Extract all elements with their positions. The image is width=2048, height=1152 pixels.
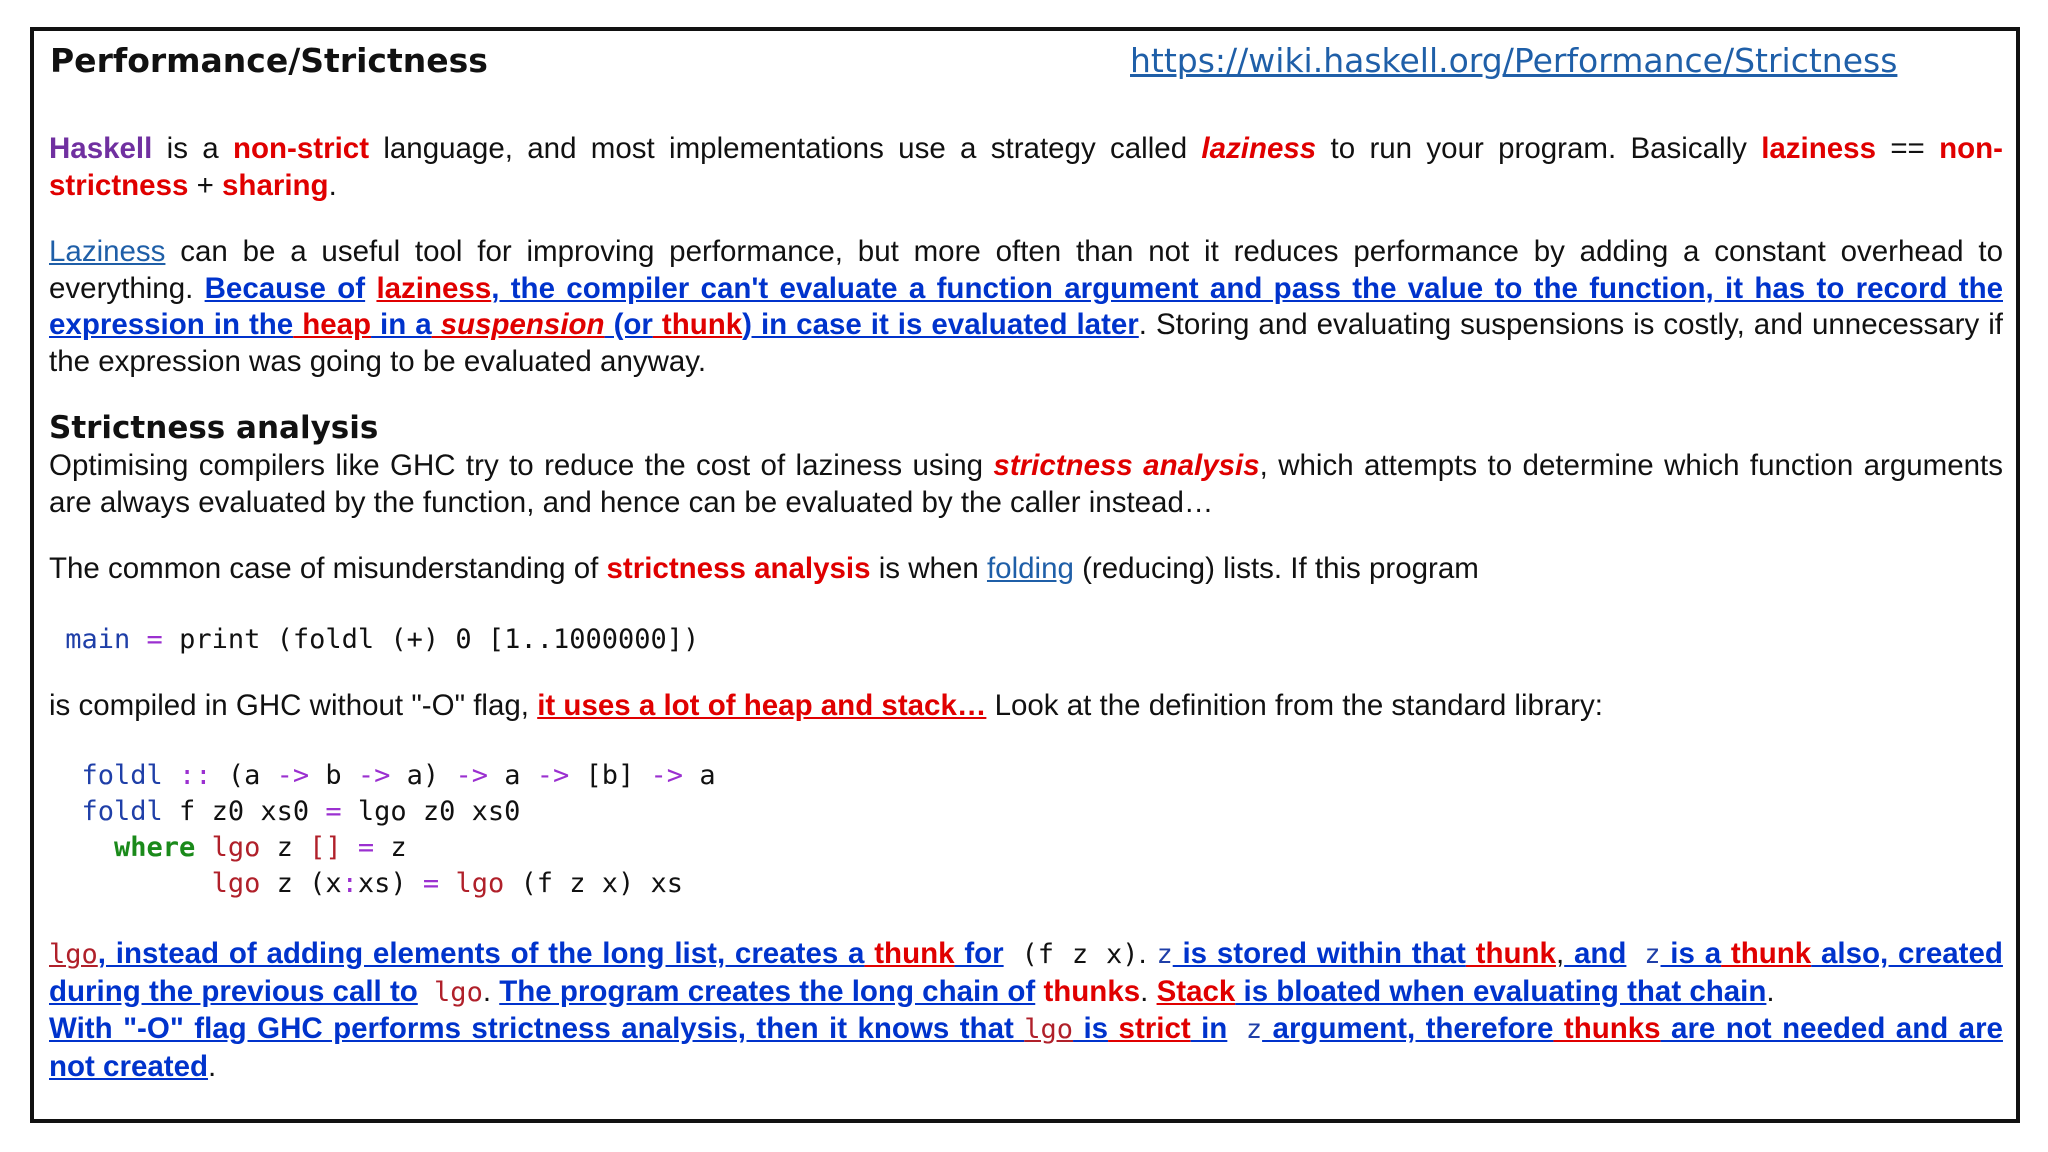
code-text: a (683, 760, 716, 791)
text: language, and most implementations use a strategy called (369, 132, 1202, 165)
text: can be a useful tool for improving performance, but more often than not it reduces performance by adding a constant overhead to everything. (49, 235, 2003, 305)
code-text: z (x (260, 868, 342, 899)
code-text: xs) (357, 868, 423, 899)
code-lgo: lgo (1024, 1014, 1074, 1045)
highlight-bloated: is bloated when evaluating that chain (1235, 974, 1767, 1008)
code-op: = (422, 868, 440, 899)
slide-frame (30, 27, 2020, 1123)
highlight-argument: argument, therefore (1262, 1012, 1554, 1045)
text: (reducing) lists. If this program (1073, 552, 1479, 585)
highlight-compiler: the compiler can't evaluate a function argument and pass the value to the function, it has to record the expression in the (49, 271, 2003, 341)
code-keyword: foldl (81, 760, 163, 791)
highlight-thunk: thunk (1465, 937, 1556, 970)
compiled-paragraph (49, 688, 2003, 725)
code-arrow: -> (455, 760, 488, 791)
slide-body (49, 131, 2003, 1085)
text: to run your program. Basically (1316, 132, 1762, 165)
page-title: Performance/Strictness (50, 41, 488, 80)
code-text: z (260, 832, 310, 863)
code-lgo: lgo (417, 976, 483, 1008)
punct: , (97, 937, 106, 970)
text: . (1766, 974, 1775, 1008)
code-text: b (309, 760, 358, 791)
highlight-in: in (1190, 1012, 1228, 1045)
laziness-paragraph (49, 234, 2003, 380)
strictness-paragraph (49, 448, 2003, 521)
text: Optimising compilers like GHC try to reduce the cost of laziness using (49, 449, 994, 482)
code-lgo: lgo (211, 868, 261, 899)
intro-paragraph (49, 131, 2003, 204)
highlight-is-a: is a (1660, 937, 1722, 970)
text: . (482, 974, 500, 1008)
highlight-thunk: thunk (1721, 937, 1812, 970)
text: . (1140, 974, 1157, 1008)
text: , (1555, 937, 1565, 970)
code-op: : (341, 868, 358, 899)
highlight-heap: heap (293, 308, 372, 341)
text: + (188, 168, 223, 202)
code-arrow: -> (276, 760, 310, 791)
code-arrow: -> (536, 760, 570, 791)
code-fzx: (f z x) (1003, 939, 1139, 970)
laziness-link[interactable]: Laziness (49, 235, 166, 268)
text: , which attempts to determine which function arguments are always evaluated by the function, and hence can be evaluated by the caller instead… (49, 449, 2003, 519)
code-text: a) (390, 760, 456, 791)
code-z: z (1626, 939, 1661, 970)
highlight-heap-stack: it uses a lot of heap and stack… (537, 688, 987, 722)
highlight-paren: ) (742, 308, 752, 341)
folding-link[interactable]: folding (986, 552, 1074, 585)
highlight-thunks: thunks (1553, 1012, 1661, 1045)
term-laziness-2: laziness (1761, 132, 1876, 165)
text: == (1876, 132, 1940, 165)
code-lgo: lgo (439, 868, 505, 899)
term-non-strict: non-strict (233, 132, 370, 165)
highlight-stored: is stored within that (1172, 937, 1466, 970)
code-text: f z0 xs0 (162, 796, 326, 827)
highlight-laziness: laziness (376, 271, 492, 305)
highlight-comma: , (491, 271, 500, 305)
highlight-suspension: suspension (431, 308, 605, 341)
code-keyword: foldl (81, 796, 163, 827)
highlight-program: The program creates the long chain of (499, 974, 1036, 1008)
code-op: :: (162, 760, 212, 791)
folding-paragraph (49, 551, 2003, 588)
text: Look at the definition from the standard library: (986, 688, 1603, 722)
code-text: print (foldl (+) 0 [1..1000000]) (179, 623, 700, 655)
code-lgo: lgo (49, 939, 98, 970)
text: is a (152, 132, 233, 165)
code-foldl (49, 758, 2003, 902)
code-text: [b] (569, 760, 651, 791)
code-lgo: lgo (195, 832, 261, 863)
text: The common case of misunderstanding of (49, 552, 607, 585)
code-text: lgo z0 xs0 (341, 796, 521, 827)
highlight-or: (or (604, 308, 653, 341)
code-where: where (114, 832, 196, 863)
code-text: a (487, 760, 537, 791)
highlight-in-case: in case it is evaluated later (752, 308, 1139, 341)
term-thunks: thunks (1035, 974, 1141, 1008)
text: is when (870, 552, 987, 585)
highlight-stack: Stack (1156, 974, 1236, 1008)
code-text: (a (211, 760, 277, 791)
highlight-instead: instead of adding elements of the long list, creates a (105, 937, 865, 970)
code-keyword: main (65, 623, 131, 655)
term-haskell: Haskell (49, 132, 153, 165)
section-heading: Strictness analysis (49, 410, 379, 446)
code-arrow: -> (650, 760, 684, 791)
highlight-is: is (1073, 1012, 1109, 1045)
code-z: z (1156, 939, 1173, 970)
highlight-for: for (954, 937, 1004, 970)
highlight-because-of: Because of (204, 271, 366, 305)
highlight-with-o: With "-O" flag GHC performs strictness analysis, then it knows that (49, 1012, 1025, 1045)
text: . (208, 1049, 217, 1083)
text: . (328, 168, 337, 202)
term-non-strictness: non-strictness (49, 132, 2003, 202)
source-url-link[interactable]: https://wiki.haskell.org/Performance/Strictness (1130, 41, 1898, 80)
term-strictness-analysis-2: strictness analysis (606, 552, 871, 585)
highlight-also: also, created during the previous call to (49, 937, 2003, 1008)
code-main (49, 622, 2003, 658)
highlight-thunk: thunk (652, 308, 743, 341)
term-laziness: laziness (1201, 132, 1317, 165)
highlight-not-needed: are not needed and are not created (49, 1012, 2003, 1083)
term-strictness-analysis: strictness analysis (993, 449, 1260, 482)
text: . (1138, 937, 1157, 970)
code-text: z (374, 832, 407, 863)
lgo-paragraph (49, 936, 2003, 1085)
code-op: = (341, 832, 375, 863)
text: . Storing and evaluating suspensions is costly, and unnecessary if the expression was going to be evaluated anyway. (49, 308, 2003, 378)
term-sharing: sharing (222, 168, 329, 202)
code-op: = (130, 623, 180, 655)
code-text: (f z x) xs (504, 868, 684, 899)
highlight-and: and (1564, 937, 1627, 970)
text: is compiled in GHC without "-O" flag, (49, 688, 538, 722)
code-op: = (325, 796, 342, 827)
code-arrow: -> (357, 760, 391, 791)
highlight-strict: strict (1108, 1012, 1191, 1045)
highlight-in-a: in a (371, 308, 432, 341)
code-nil: [] (309, 832, 342, 863)
code-z: z (1227, 1014, 1263, 1045)
highlight-thunk: thunk (864, 937, 955, 970)
